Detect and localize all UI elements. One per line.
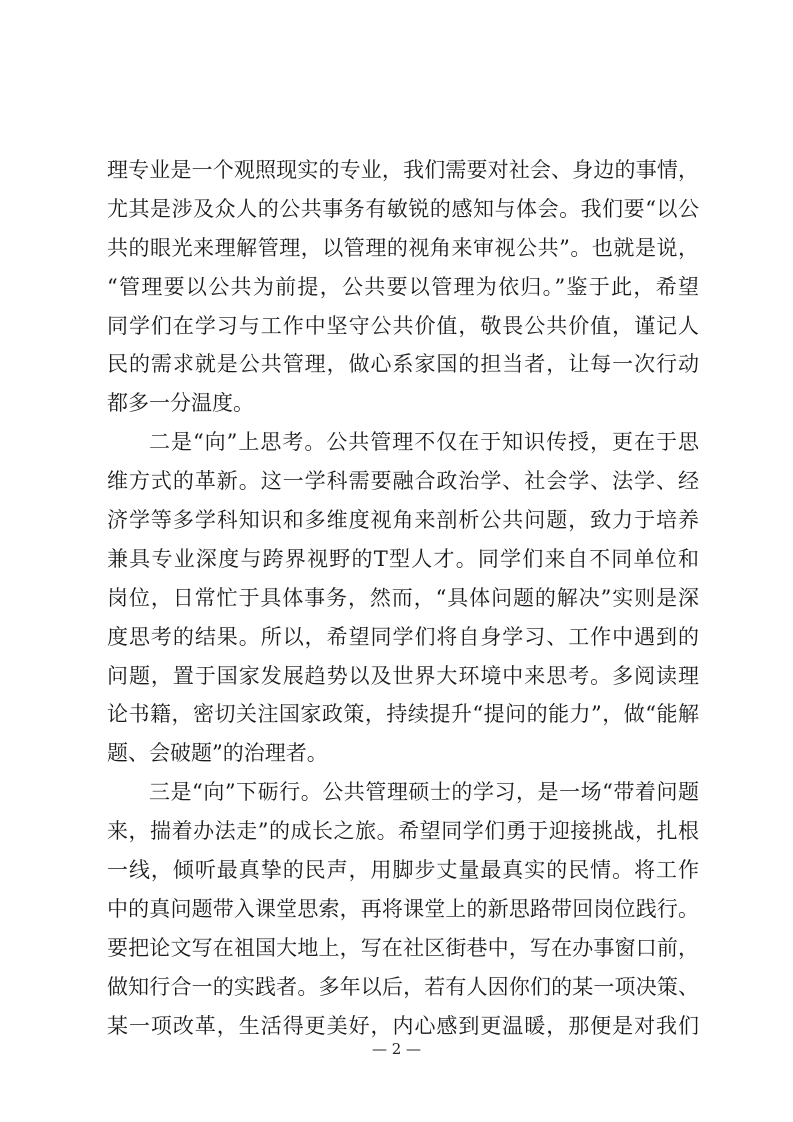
text-line: 岗位，日常忙于具体事务，然而，“具体问题的解决”实则是深 <box>107 585 699 610</box>
text-line: 三是“向”下砺行。公共管理硕士的学习，是一场“带着问题 <box>149 780 699 805</box>
text-line: 二是“向”上思考。公共管理不仅在于知识传授，更在于思 <box>149 430 699 455</box>
text-line: 都多一分温度。 <box>107 391 254 416</box>
text-line: 共的眼光来理解管理，以管理的视角来审视公共”。也就是说， <box>107 235 699 260</box>
text-line: 论书籍，密切关注国家政策，持续提升“提问的能力”，做“能解 <box>107 702 699 727</box>
text-line: 中的真问题带入课堂思索，再将课堂上的新思路带回岗位践行。 <box>107 896 699 921</box>
text-line: 一线，倾听最真挚的民声，用脚步丈量最真实的民情。将工作 <box>107 858 699 883</box>
text-line: 维方式的革新。这一学科需要融合政治学、社会学、法学、经 <box>107 469 699 494</box>
body-text <box>107 151 699 1045</box>
text-line: “管理要以公共为前提，公共要以管理为依归。”鉴于此，希望 <box>107 274 699 299</box>
text-line: 理专业是一个观照现实的专业，我们需要对社会、身边的事情， <box>107 158 699 182</box>
text-line: 要把论文写在祖国大地上，写在社区街巷中，写在办事窗口前， <box>107 935 699 960</box>
text-line: 度思考的结果。所以，希望同学们将自身学习、工作中遇到的 <box>107 624 699 649</box>
text-line: 兼具专业深度与跨界视野的T型人才。同学们来自不同单位和 <box>107 546 699 571</box>
text-line: 尤其是涉及众人的公共事务有敏锐的感知与体会。我们要“以公 <box>107 196 699 221</box>
text-line: 同学们在学习与工作中坚守公共价值，敬畏公共价值，谨记人 <box>107 313 699 338</box>
text-line: 题、会破题”的治理者。 <box>107 741 328 766</box>
text-line: 某一项改革，生活得更美好，内心感到更温暖，那便是对我们 <box>107 1013 699 1038</box>
text-line: 来，揣着办法走”的成长之旅。希望同学们勇于迎接挑战，扎根 <box>107 819 699 844</box>
text-line: 做知行合一的实践者。多年以后，若有人因你们的某一项决策、 <box>107 974 699 999</box>
text-line: 问题，置于国家发展趋势以及世界大环境中来思考。多阅读理 <box>107 663 699 688</box>
page-number: — 2 — <box>371 1040 422 1058</box>
text-line: 济学等多学科知识和多维度视角来剖析公共问题，致力于培养 <box>107 508 699 533</box>
text-line: 民的需求就是公共管理，做心系家国的担当者，让每一次行动 <box>107 352 699 377</box>
